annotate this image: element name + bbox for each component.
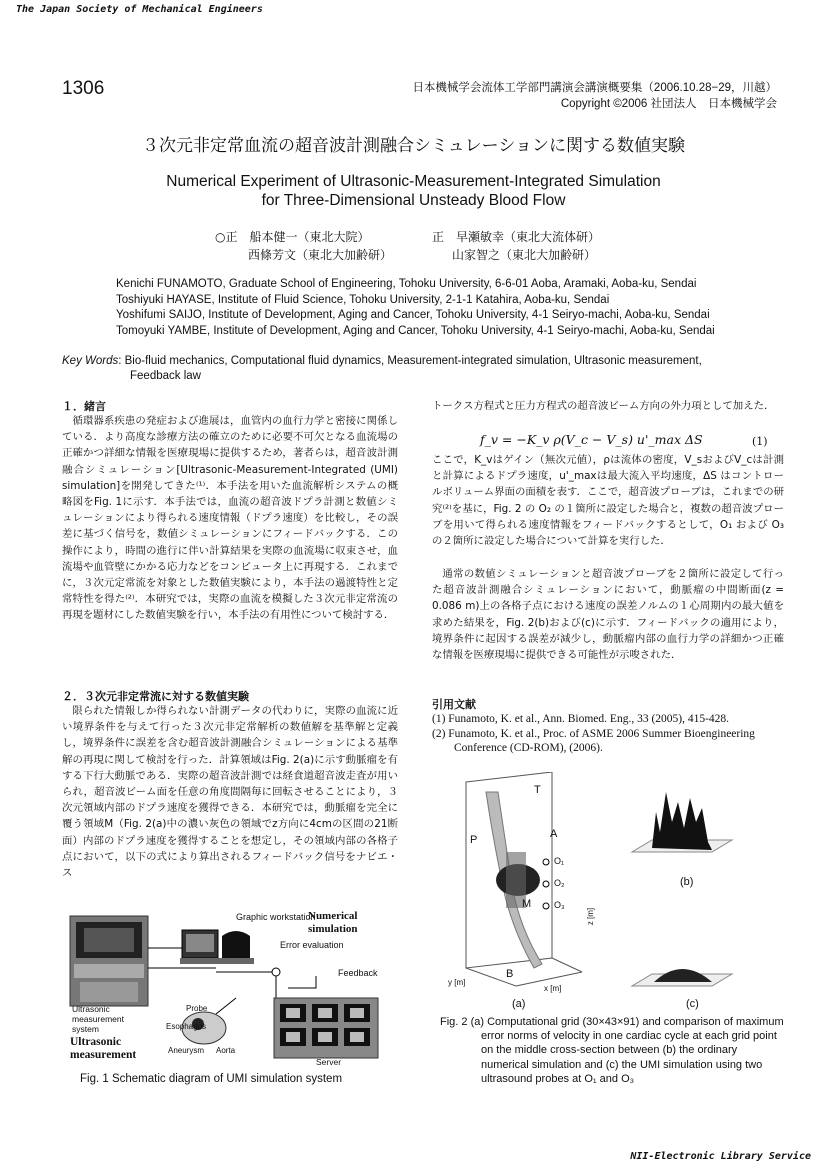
label-a: (a): [512, 998, 526, 1010]
author-1: ○正 船本健一（東北大院）: [215, 230, 370, 244]
copyright: Copyright ©2006 社団法人 日本機械学会: [560, 98, 777, 110]
reference-item: (2) Funamoto, K. et al., Proc. of ASME 2006 Summer Bioengineering Conference (CD-ROM), (2006).: [432, 727, 755, 754]
figure-1-caption: Fig. 1 Schematic diagram of UMI simulation system: [80, 1073, 343, 1085]
conference-info: [412, 80, 777, 112]
title-english-line2: for Three-Dimensional Unsteady Blood Flow: [261, 192, 566, 209]
x-axis-label: x [m]: [544, 984, 562, 993]
affiliation: Kenichi FUNAMOTO, Graduate School of Engineering, Tohoku University, 6-6-01 Aoba, Aramaki, Aoba-ku, Sendai: [116, 278, 697, 290]
graphic-workstation-label: Graphic workstation: [236, 912, 316, 922]
label-A: A: [550, 828, 558, 840]
affiliation: Toshiyuki HAYASE, Institute of Fluid Science, Tohoku University, 2-1-1 Katahira, Aoba-ku, Sendai: [116, 293, 610, 306]
label-c: (c): [686, 998, 699, 1010]
label-O3: O₃: [554, 900, 565, 910]
label-P: P: [470, 834, 478, 846]
label-O1: O₁: [554, 856, 565, 866]
right-col-text-1: トークス方程式と圧力方程式の超音波ビーム方向の外力項として加えた．: [432, 400, 775, 412]
ultrasound-image: [84, 928, 134, 952]
keywords-label: Key Words: [62, 355, 119, 367]
y-axis-label: y [m]: [448, 978, 466, 987]
feedback-label: Feedback: [338, 968, 378, 978]
us-system-label: Ultrasonic measurement system: [72, 1004, 124, 1034]
label-b: (b): [680, 876, 694, 888]
summing-junction-icon: [272, 968, 280, 976]
workstation-keyboard: [180, 958, 254, 964]
conference-name: 日本機械学会流体工学部門講演会講演概要集（2006.10.28−29，川越）: [412, 82, 777, 94]
reference-item: (1) Funamoto, K. et al., Ann. Biomed. Eng., 33 (2005), 415-428.: [432, 713, 730, 725]
probe-O2-icon: [543, 881, 549, 887]
equation-1: f_v = −K_v ρ(V_c − V_s) u'_max ΔS: [480, 432, 703, 447]
keywords-cont: Feedback law: [130, 370, 201, 382]
section-2-heading: ２．３次元非定常流に対する数値実験: [62, 690, 249, 703]
probe-line: [216, 998, 236, 1014]
z-axis-label: z [m]: [586, 907, 596, 926]
workstation-tower: [222, 931, 250, 958]
affiliation: Tomoyuki YAMBE, Institute of Development, Aging and Cancer, Tohoku University, 4-1 Seiryo-machi, Aoba-ku, Sendai: [116, 324, 715, 337]
aorta-label: Aorta: [216, 1046, 236, 1055]
label-B: B: [506, 968, 514, 980]
keywords-text: : Bio-fluid mechanics, Computational fluid dynamics, Measurement-integrated simulation, Ultrasonic measurement,: [118, 355, 702, 367]
feedback-arrow-line: [288, 976, 316, 988]
label-T: T: [534, 784, 541, 796]
figure-2-graphics: [446, 772, 786, 1012]
equation-number: (1): [752, 435, 768, 448]
section-2-body: 限られた情報しか得られない計測データの代わりに，実際の血流に近い境界条件を与えて行った３次元非定常解析の数値解を基準解と定義し，境界条件に誤差を含む超音波計測融合シミュレーションによる基準解の再現に関して検討を行った．計算領域はFig. 2(a)に示す動脈瘤を有する下行大動脈である．実際の超音波計測では経食道超音波走査が用いられ，超音波ビーム面を任意の角度間隔毎に回転させることにより，３次元領域内部のドプラ速度を獲得できる．本研究では，動脈瘤を完全に覆う領域M（Fig. 2(a)中の濃い灰色の領域でz方向に4cmの区間の21断面）内部のドプラ速度を獲得することを想定し，その領域内部の各格子点において，以下の式により算出されるフィードバック信号をナビエ・ス: [62, 705, 398, 880]
numerical-simulation-label: Numerical simulation: [308, 910, 358, 935]
references-heading: 引用文献: [432, 698, 476, 711]
section-1-heading: １．緒言: [62, 400, 106, 413]
keywords: [62, 354, 782, 384]
right-col-text-3: 通常の数値シミュレーションと超音波プローブを２箇所に設定して行った超音波計測融合シミュレーションにおいて，動脈瘤の中間断面(z = 0.086 m)上の各格子点における速度の誤差ノルムの１心周期内の最大値を求めた結果を，Fig. 2(b)および(c)に示す．フィードバックの適用により，境界条件に起因する誤差が減少し，動脈瘤内部の血行力学の詳細かつ正確な情報を医療現場に提供できる可能性が示唆された．: [432, 568, 784, 662]
us-measurement-label: Ultrasonic measurement: [70, 1036, 137, 1061]
author-4: 山家智之（東北大加齢研）: [452, 248, 597, 262]
title-english-line1: Numerical Experiment of Ultrasonic-Measurement-Integrated Simulation: [166, 173, 661, 190]
figure-2-caption: [440, 1015, 785, 1086]
probe-O3-icon: [543, 903, 549, 909]
label-M: M: [522, 898, 532, 910]
title-english: [0, 172, 827, 210]
author-2: 正 早瀬敏幸（東北大流体研）: [432, 230, 601, 244]
page-number: 1306: [62, 78, 105, 99]
error-line: [216, 972, 276, 998]
section-1-body: 循環器系疾患の発症および進展は，血管内の血行力学と密接に関係している．より高度な診療方法の確立のために必要不可欠となる血流場の正確かつ詳細な情報を医療現場に提供するため，著者らは，超音波計測融合シミュレーション[Ultrasonic-Measurement-Integrated (UMI) simulation]を開発してきた⁽¹⁾．本手法を用いた血流解析システムの概略図をFig. 1に示す．本手法では，血流の超音波ドプラ計測と数値シミュレーションにより得られる速度情報（ドプラ速度）を比較し，その誤差に基づく信号を，数値シミュレーションにフィードバックする．この操作により，時間の進行に伴い計算結果を実際の血流場に収束させ，血流場や血管壁にかかる応力などをコンピュータ上に再現する．これまでに，３次元定常流を対象とした数値実験により，本手法の過渡特性と定常特性を得た⁽²⁾．本研究では，実際の血流を模擬した３次元非定常流の再現を題材にした数値実験を行い，本手法の有用性について検討する．: [62, 415, 398, 622]
figure-1: [66, 908, 382, 1068]
ultrasound-console: [74, 964, 144, 978]
affiliation: Yoshifumi SAIJO, Institute of Development, Aging and Cancer, Tohoku University, 4-1 Seiryo-machi, Aoba-ku, Sendai: [116, 309, 710, 321]
error-evaluation-label: Error evaluation: [280, 940, 344, 950]
label-O2: O₂: [554, 878, 565, 888]
author-3: 西條芳文（東北大加齢研）: [248, 248, 393, 262]
probe-O1-icon: [543, 859, 549, 865]
error-surface-c: [632, 969, 732, 986]
server-label: Server: [316, 1057, 342, 1067]
title-japanese: ３次元非定常血流の超音波計測融合シミュレーションに関する数値実験: [142, 136, 685, 156]
right-col-text-2: ここで，K_vはゲイン（無次元値），ρは流体の密度，V_sおよびV_cは計測と計算によるドプラ速度，u'_maxは最大流入平均速度，ΔS はコントロールボリューム界面の面積を表す．ここで，超音波プローブは，これまでの研究⁽²⁾を基に，Fig. 2 の O₂ の１箇所に設定した場合と，複数の超音波プローブを用いて得られる速度情報をフィードバックするとして，O₁ および O₃ の２箇所に設定した場合について計算を実行した．: [432, 454, 784, 548]
esophagus-label: Esophagus: [166, 1022, 207, 1031]
footer-service: NII-Electronic Library Service: [630, 1151, 811, 1162]
figure-2-caption-text: Fig. 2 (a) Computational grid (30×43×91) and comparison of maximum error norms of velocity in one cardiac cycle at each grid point on the middle cross-section between (b) the ordinary numerical simulation and (c) the UMI simulation using two ultrasound probes at O₁ and O₃: [440, 1016, 784, 1085]
journal-header: The Japan Society of Mechanical Engineers: [16, 4, 263, 15]
error-surface-b: [632, 792, 732, 852]
figure-2: [446, 772, 786, 1012]
references: [432, 712, 788, 756]
aneurysm-label: Aneurysm: [168, 1046, 205, 1055]
ultrasound-body: [80, 982, 138, 1002]
probe-label: Probe: [186, 1004, 208, 1013]
workstation-screen: [186, 934, 214, 952]
affiliations: [116, 277, 786, 339]
